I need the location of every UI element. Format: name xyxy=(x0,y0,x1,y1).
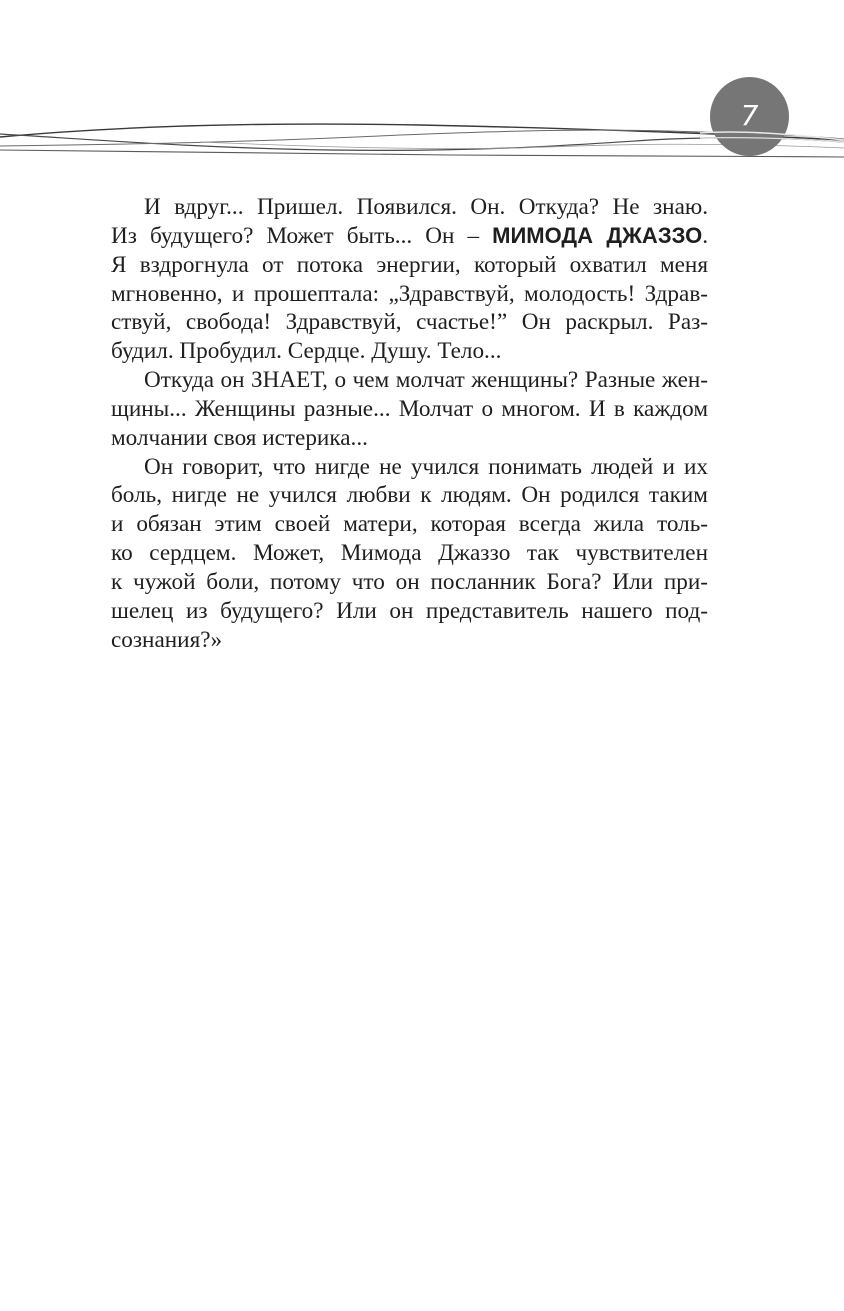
text-line: и обязан этим своей матери, которая всегда жила толь- xyxy=(111,511,708,538)
text-line xyxy=(111,222,708,251)
text-line: ствуй, свобода! Здравствуй, счастье!” Он раскрыл. Раз- xyxy=(111,309,708,336)
text-line: боль, нигде не учился любви к людям. Он родился таким xyxy=(111,482,708,509)
text-span: Из будущего? Может быть... Он – xyxy=(111,222,493,249)
text-line: шелец из будущего? Или он представитель нашего под- xyxy=(111,597,708,624)
text-line: сознания?» xyxy=(111,626,223,653)
page-number-badge xyxy=(710,77,789,156)
paragraph-1 xyxy=(111,193,708,366)
text-line: к чужой боли, потому что он посланник Бога? Или при- xyxy=(111,568,708,595)
text-line: И вдруг... Пришел. Появился. Он. Откуда? Не знаю. xyxy=(144,194,708,220)
body-text xyxy=(111,193,708,655)
text-line: мгновенно, и прошептала: „Здравствуй, молодость! Здрав- xyxy=(111,280,708,307)
text-line: Он говорит, что нигде не учился понимать людей и их xyxy=(144,453,708,480)
page-number: 7 xyxy=(740,98,759,132)
bold-name: МИМОДА ДЖАЗЗО xyxy=(492,222,703,248)
text-line: Откуда он ЗНАЕТ, о чем молчат женщины? Разные жен- xyxy=(144,367,708,394)
text-line: будил. Пробудил. Сердце. Душу. Тело... xyxy=(111,338,502,365)
paragraph-3 xyxy=(111,453,708,655)
text-span: . xyxy=(702,222,708,249)
text-line: Я вздрогнула от потока энергии, который охватил меня xyxy=(111,251,708,278)
text-line: щины... Женщины разные... Молчат о многом. И в каждом xyxy=(111,395,708,422)
text-line: ко сердцем. Может, Мимода Джаззо так чувствителен xyxy=(111,540,708,567)
text-line: молчании своя истерика... xyxy=(111,424,368,451)
paragraph-2 xyxy=(111,366,708,453)
